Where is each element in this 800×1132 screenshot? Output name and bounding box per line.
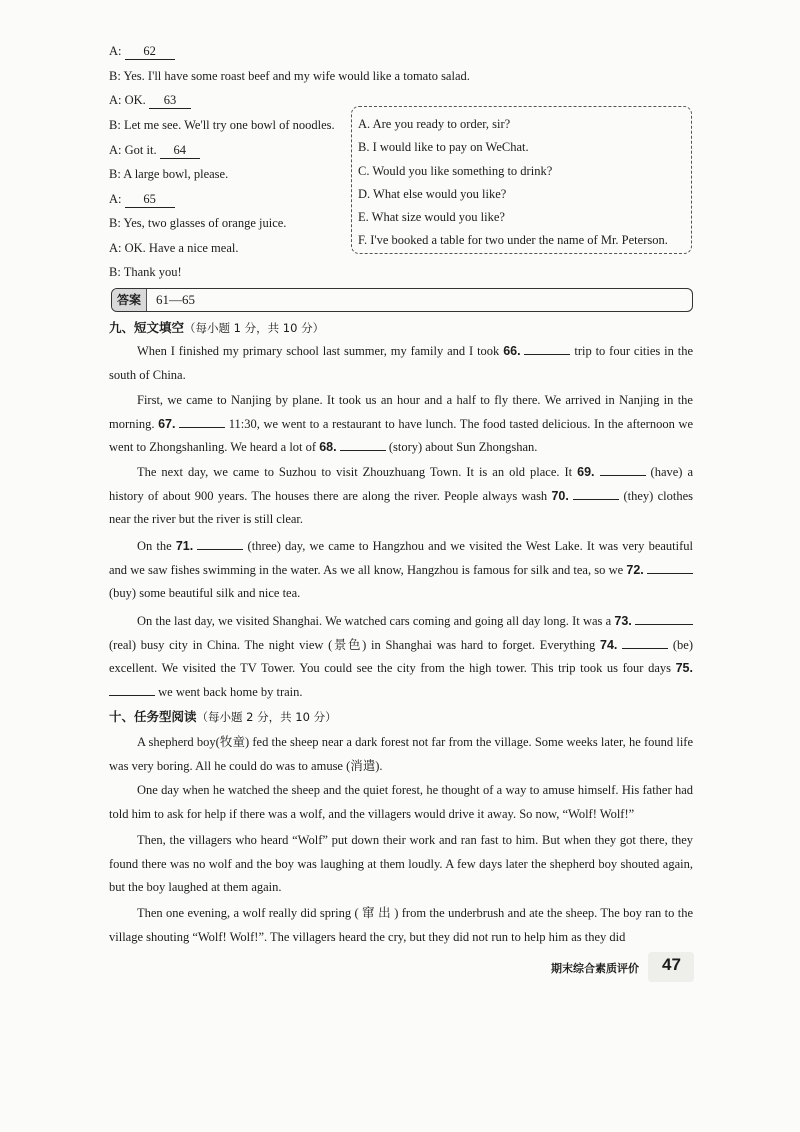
- blank-70: [573, 499, 619, 500]
- passage9-paragraph-5: On the last day, we visited Shanghai. We watched cars coming and going all day long. It was a 73. (real) busy city in China. The night view (景色) in Shanghai was hard to forget. Everything 74. (be) excellent. We visited the TV Tower. You could see the city from the high tower. This trip took us four days 75. we went back home by train.: [109, 614, 694, 700]
- dialogue-line: B: Yes, two glasses of orange juice.: [109, 216, 287, 230]
- blank-71: [197, 549, 243, 550]
- blank-62: 62: [125, 43, 175, 60]
- blank-69: [600, 475, 646, 476]
- answer-range: 61—65: [156, 292, 195, 307]
- blank-75: [109, 695, 155, 696]
- dialogue-line: B: Yes. I'll have some roast beef and my wife would like a tomato salad.: [109, 69, 470, 83]
- blank-63: 63: [149, 92, 191, 109]
- blank-66: [524, 354, 570, 355]
- answer-box: [111, 288, 693, 312]
- option-d: D. What else would you like?: [358, 187, 507, 201]
- passage10-paragraph-2: One day when he watched the sheep and the quiet forest, he thought of a way to amuse himself. His father had told him to ask for help if there was a wolf, and the villagers would drive it away. So now, “Wolf! Wolf!”: [109, 783, 693, 821]
- passage9-paragraph-2: First, we came to Nanjing by plane. It took us an hour and a half to fly there. We arrived in Nanjing in the morning. 67. 11:30, we went to a restaurant to have lunch. The food tasted delicious. In the afternoon we went to Zhongshanling. We heard a lot of 68. (story) about Sun Zhongshan.: [109, 393, 694, 455]
- dialogue-line-62: A: 62: [109, 43, 175, 60]
- blank-64: 64: [160, 142, 200, 159]
- blank-67: [179, 427, 225, 428]
- dialogue-line: B: Thank you!: [109, 265, 182, 279]
- footer-title: 期末综合素质评价: [551, 962, 639, 975]
- option-b: B. I would like to pay on WeChat.: [358, 140, 529, 154]
- dialogue-line: B: A large bowl, please.: [109, 167, 229, 181]
- dialogue-line-64: A: Got it. 64: [109, 142, 200, 159]
- section-9-heading: 九、短文填空（每小题 1 分，共 10 分）: [109, 320, 325, 335]
- blank-68: [340, 450, 386, 451]
- blank-72: [647, 573, 693, 574]
- option-f: F. I've booked a table for two under the name of Mr. Peterson.: [358, 233, 668, 247]
- option-c: C. Would you like something to drink?: [358, 164, 553, 178]
- option-a: A. Are you ready to order, sir?: [358, 117, 511, 131]
- passage10-paragraph-1: A shepherd boy(牧童) fed the sheep near a dark forest not far from the village. Some weeks later, he found life was very boring. All he could do was to amuse (消遣).: [109, 735, 693, 773]
- dialogue-line-65: A: 65: [109, 191, 175, 208]
- dialogue-line-63: A: OK. 63: [109, 92, 191, 109]
- dialogue-line: B: Let me see. We'll try one bowl of noodles.: [109, 118, 335, 132]
- blank-74: [622, 648, 668, 649]
- passage9-paragraph-3: The next day, we came to Suzhou to visit Zhouzhuang Town. It is an old place. It 69. (have) a history of about 900 years. The houses there are along the river. People always wash 70. (they) clothes near the river but the river is still clear.: [109, 465, 694, 527]
- passage9-paragraph-4: On the 71. (three) day, we came to Hangzhou and we visited the West Lake. It was very beautiful and we saw fishes swimming in the water. As we all know, Hangzhou is famous for silk and tea, so we 72. (buy) some beautiful silk and nice tea.: [109, 539, 693, 601]
- page-number: 47: [662, 955, 681, 974]
- passage10-paragraph-4: Then one evening, a wolf really did spring ( 窜 出 ) from the underbrush and ate the sheep. The boy ran to the village shouting “Wolf! Wolf!”. The villagers heard the cry, but they did not run to help him as they did: [109, 906, 693, 944]
- blank-65: 65: [125, 191, 175, 208]
- passage9-paragraph-1: When I finished my primary school last summer, my family and I took 66. trip to four cities in the south of China.: [109, 344, 694, 382]
- blank-73: [635, 624, 693, 625]
- passage10-paragraph-3: Then, the villagers who heard “Wolf” put down their work and ran fast to him. But when they got there, they found there was no wolf and the boy was laughing at them loudly. A few days later the shepherd boy shouted again, but the boy laughed at them again.: [109, 833, 693, 895]
- option-e: E. What size would you like?: [358, 210, 505, 224]
- answer-tag: 答案: [112, 289, 147, 311]
- dialogue-line: A: OK. Have a nice meal.: [109, 241, 239, 255]
- section-10-heading: 十、任务型阅读（每小题 2 分，共 10 分）: [109, 709, 337, 724]
